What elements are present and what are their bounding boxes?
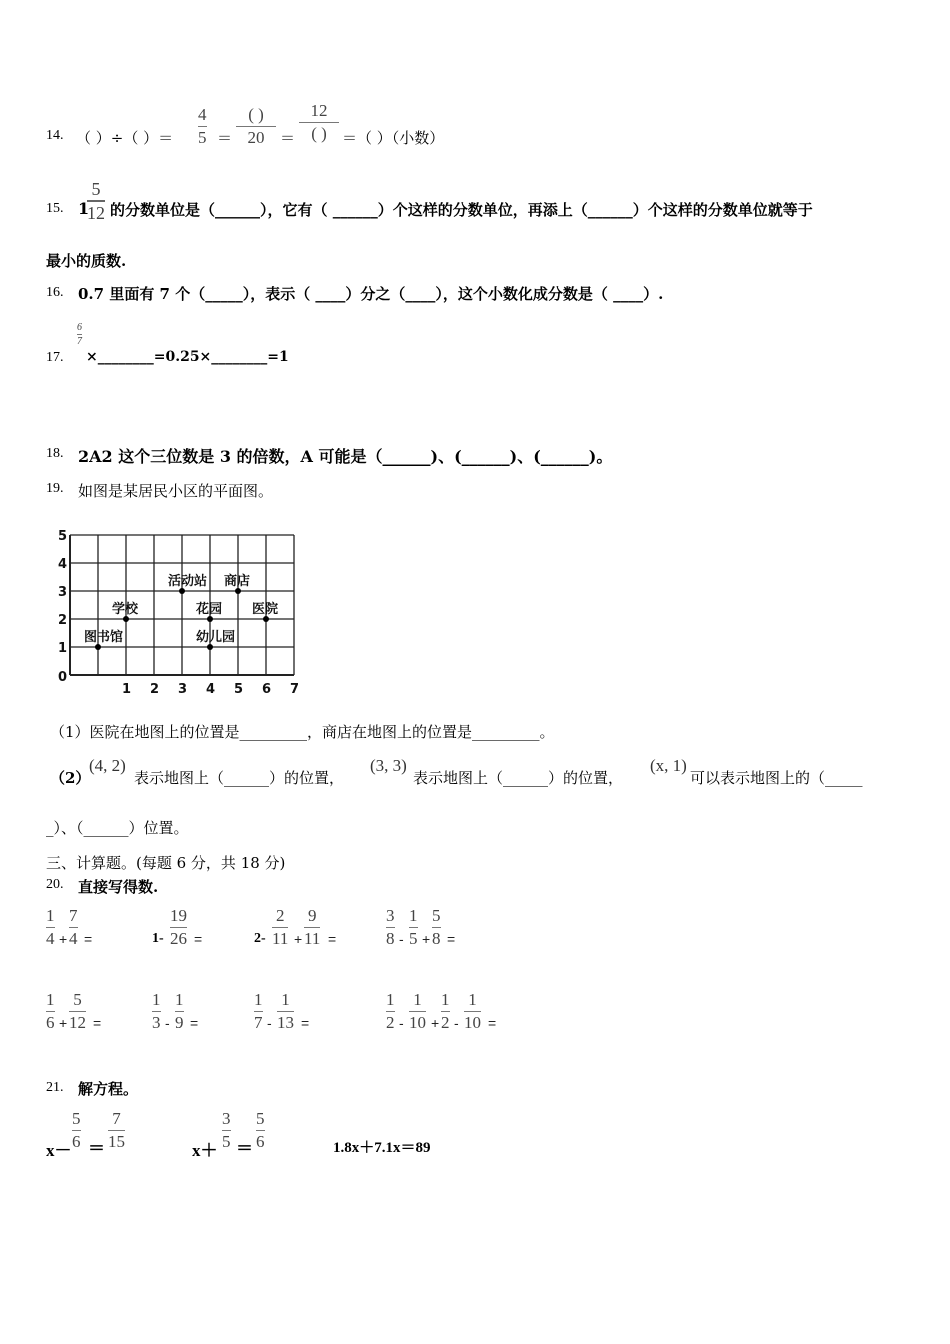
equals-sign: = <box>447 931 456 947</box>
x-tick-label: 6 <box>262 682 272 697</box>
numerator: 1 <box>468 990 477 1009</box>
eq1-equals: ＝ <box>88 1139 105 1159</box>
numerator: 1 <box>46 906 55 925</box>
y-tick-label: 1 <box>58 641 68 656</box>
operator: - <box>165 1015 170 1031</box>
exercise-fraction <box>304 907 320 948</box>
eq1-lead: x－ <box>46 1141 72 1160</box>
exercise-fraction <box>464 991 481 1032</box>
q19-part-2-label: （2） <box>50 769 91 787</box>
exercise-lead: 1- <box>152 931 164 946</box>
numerator: 19 <box>170 906 187 925</box>
numerator: 9 <box>307 906 317 925</box>
q19-part-2-text-d: _）、（______）位置。 <box>46 819 189 837</box>
denominator: 4 <box>69 929 78 948</box>
denominator: 5 <box>409 929 418 948</box>
denominator: 3 <box>152 1013 161 1032</box>
equals-sign: = <box>488 1015 497 1031</box>
q20-title: 直接写得数. <box>78 878 159 896</box>
denominator: 2 <box>441 1013 450 1032</box>
map-places <box>84 573 278 650</box>
q19-title: 如图是某居民小区的平面图。 <box>78 482 274 500</box>
denominator: 26 <box>170 929 187 948</box>
operator: - <box>267 1015 272 1031</box>
q19-part-2-text-c: 可以表示地图上的（_____ <box>690 769 863 787</box>
coord-x-1: (x, 1) <box>650 756 687 775</box>
q17-fraction: 6 7 <box>77 322 82 347</box>
exercise-fraction <box>175 991 184 1032</box>
x-tick-label: 3 <box>178 682 188 697</box>
q14-eq: ＝ <box>217 129 233 147</box>
numerator: 1 <box>254 990 263 1009</box>
equals-sign: = <box>194 931 203 947</box>
exercise-lead: 2- <box>254 931 266 946</box>
place-label: 花园 <box>196 602 223 617</box>
operator: + <box>422 931 431 947</box>
q15-whole: 1 <box>78 199 90 218</box>
q15-text-2: 最小的质数. <box>46 252 127 270</box>
q18-text: 2A2 这个三位数是 3 的倍数，A 可能是（______)、(______)、(______)。 <box>78 447 613 466</box>
coord-3-3: (3, 3) <box>370 756 407 775</box>
question-number: 20. <box>46 877 64 892</box>
question-number: 17. <box>46 350 64 365</box>
residential-map <box>46 520 300 698</box>
equals-sign: = <box>84 931 93 947</box>
operator: + <box>431 1015 440 1031</box>
numerator: 1 <box>441 990 450 1009</box>
x-tick-label: 1 <box>122 682 132 697</box>
x-tick-label: 2 <box>150 682 160 697</box>
q15-text: 的分数单位是（______），它有（ ______）个这样的分数单位，再添上（______）个这样的分数单位就等于 <box>110 201 813 219</box>
question-number: 16. <box>46 285 64 300</box>
exercise-fraction <box>152 991 161 1032</box>
eq1-fraction-a: 5 6 <box>72 1109 81 1151</box>
exercise-fraction <box>69 907 78 948</box>
numerator: 1 <box>409 906 418 925</box>
q14-prefix: （ ）÷（ ）＝ <box>76 129 174 147</box>
operator: - <box>399 1015 404 1031</box>
operator: + <box>59 931 68 947</box>
numerator: 1 <box>413 990 422 1009</box>
exercise-fraction <box>386 907 395 948</box>
exercise-fraction <box>170 907 187 948</box>
equals-sign: = <box>301 1015 310 1031</box>
q14-fraction-1: 4 5 <box>198 105 207 147</box>
y-tick-label: 3 <box>58 585 68 600</box>
numerator: 5 <box>73 990 82 1009</box>
equals-sign: = <box>328 931 337 947</box>
question-number: 21. <box>46 1080 64 1095</box>
denominator: 8 <box>386 929 395 948</box>
exercise-fraction <box>46 907 55 948</box>
x-tick-label: 4 <box>206 682 216 697</box>
x-tick-label: 5 <box>234 682 244 697</box>
q21-title: 解方程。 <box>78 1080 139 1098</box>
equals-sign: = <box>190 1015 199 1031</box>
equals-sign: = <box>93 1015 102 1031</box>
denominator: 2 <box>386 1013 395 1032</box>
denominator: 6 <box>46 1013 55 1032</box>
question-number: 15. <box>46 201 64 216</box>
exercise-fraction <box>386 991 395 1032</box>
question-number: 19. <box>46 481 64 496</box>
section-3-title: 三、计算题。(每题 6 分，共 18 分) <box>46 854 286 872</box>
exercise-fraction <box>432 907 441 948</box>
q14-fraction-2: ( ) 20 <box>236 106 276 147</box>
place-label: 医院 <box>252 602 279 617</box>
q19-part-2-text-b: 表示地图上（______）的位置， <box>413 769 624 787</box>
exercise-fraction <box>409 907 418 948</box>
numerator: 1 <box>46 990 55 1009</box>
x-tick-label: 0 <box>58 670 68 685</box>
operator: + <box>294 931 303 947</box>
place-label: 图书馆 <box>84 630 124 645</box>
operator: - <box>454 1015 459 1031</box>
denominator: 13 <box>277 1013 294 1032</box>
x-tick-label: 7 <box>290 682 300 697</box>
denominator: 11 <box>304 929 321 948</box>
numerator: 1 <box>386 990 395 1009</box>
q14-eq-2: ＝ <box>280 129 296 147</box>
place-label: 幼儿园 <box>196 630 236 645</box>
exercise-fraction <box>277 991 294 1032</box>
denominator: 7 <box>254 1013 263 1032</box>
place-label: 学校 <box>112 602 139 617</box>
eq2-fraction-a: 3 5 <box>222 1109 231 1151</box>
coord-4-2: (4, 2) <box>89 756 126 775</box>
q19-part-1: （1）医院在地图上的位置是_________，商店在地图上的位置是_________。 <box>50 723 555 741</box>
eq3: 1.8x＋7.1x＝89 <box>333 1140 431 1156</box>
operator: - <box>399 931 404 947</box>
exercise-fraction <box>69 991 86 1032</box>
eq2-equals: ＝ <box>236 1139 253 1159</box>
exercise-fraction <box>409 991 426 1032</box>
exercise-fraction <box>441 991 450 1032</box>
q16-text: 0.7 里面有 7 个（_____），表示（ ____）分之（____），这个小数化成分数是（ ____）. <box>78 285 664 303</box>
denominator: 8 <box>432 929 441 948</box>
numerator: 3 <box>386 906 395 925</box>
y-tick-label: 4 <box>58 557 68 572</box>
y-tick-label: 5 <box>58 529 68 544</box>
numerator: 1 <box>152 990 161 1009</box>
numerator: 7 <box>69 906 78 925</box>
denominator: 4 <box>46 929 55 948</box>
place-label: 商店 <box>224 574 251 589</box>
question-number: 14. <box>46 128 64 143</box>
denominator: 12 <box>69 1013 86 1032</box>
denominator: 9 <box>175 1013 184 1032</box>
question-number: 18. <box>46 446 64 461</box>
place-label: 活动站 <box>168 574 208 589</box>
q14-fraction-3: 12 ( ) <box>299 102 339 143</box>
eq2-fraction-b: 5 6 <box>256 1109 265 1151</box>
y-tick-label: 2 <box>58 613 68 628</box>
exercise-fraction <box>254 991 263 1032</box>
numerator: 1 <box>281 990 290 1009</box>
q15-fraction: 5 12 <box>87 179 105 223</box>
q17-text: ×________=0.25×________=1 <box>86 349 289 365</box>
operator: + <box>59 1015 68 1031</box>
numerator: 2 <box>275 906 285 925</box>
numerator: 1 <box>175 990 184 1009</box>
exercise-fraction <box>272 907 288 948</box>
denominator: 10 <box>409 1013 426 1032</box>
q14-suffix: ＝（ ）（小数） <box>342 129 445 147</box>
eq1-fraction-b: 7 15 <box>108 1109 125 1151</box>
numerator: 5 <box>432 906 441 925</box>
exercise-fraction <box>46 991 55 1032</box>
denominator: 10 <box>464 1013 481 1032</box>
denominator: 11 <box>272 929 289 948</box>
eq2-lead: x＋ <box>192 1141 218 1160</box>
q19-part-2-text-a: 表示地图上（______）的位置， <box>134 769 345 787</box>
